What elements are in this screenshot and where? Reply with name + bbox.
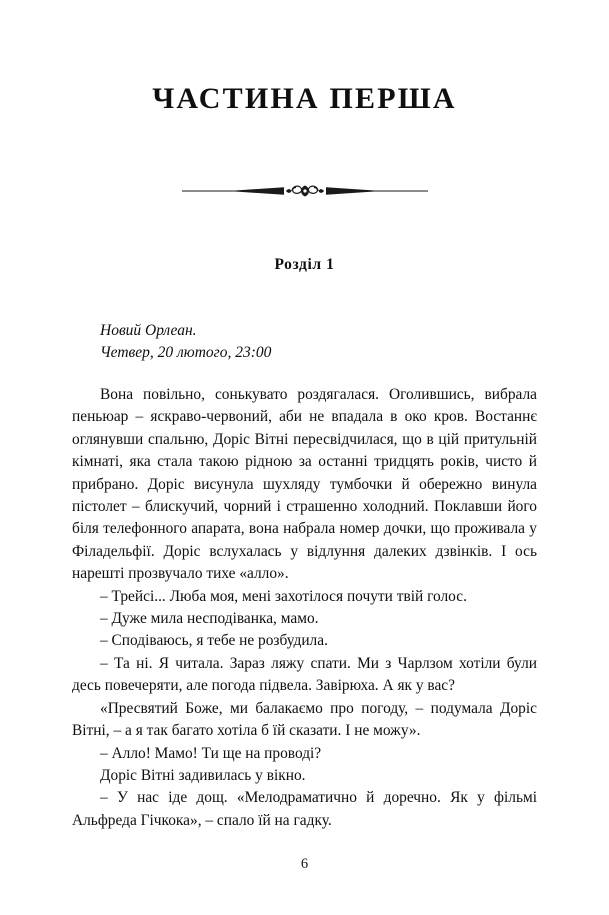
chapter-title: Розділ 1 <box>274 256 335 273</box>
paragraph: – Алло! Мамо! Ти ще на проводі? <box>100 744 322 762</box>
paragraph: «Пресвятий Боже, ми балакаємо про погоду, – подумала Доріс Вітні, – а я так багато хотіла б їй сказати. І не можу». <box>72 699 537 740</box>
paragraph: – Дуже мила несподіванка, мамо. <box>100 610 319 628</box>
paragraph: Вона повільно, сонькувато роздягалася. Оголившись, вибрала пеньюар – яскраво-червоний, аби не впадала в око кров. Востаннє оглянувши спальню, Доріс Вітні пересвідчилася, що в цій притульній кімнаті, яка стала такою рідною за останні тридцять років, чисто й прибрано. Доріс висунула шухляду тумбочки й обережно винула пістолет – блискучий, чорний і страшенно холодний. Поклавши його біля телефонного апарата, вона набрала номер дочки, що проживала у Філадельфії. Доріс вслухалась у відлуння далеких дзвінків. І ось нарешті прозвучало тихе «алло». <box>72 386 537 583</box>
paragraph: Доріс Вітні задивилась у вікно. <box>100 766 306 784</box>
page-number: 6 <box>300 856 309 872</box>
body-text <box>72 364 537 832</box>
scene-location: Новий Орлеан. <box>100 322 197 339</box>
part-title: ЧАСТИНА ПЕРША <box>152 82 457 115</box>
paragraph: – Трейсі... Люба моя, мені захотілося почути твій голос. <box>100 587 467 605</box>
paragraph: – Та ні. Я читала. Зараз ляжу спати. Ми з Чарлзом хотіли були десь повечеряти, але погода підвела. Завірюха. А як у вас? <box>72 654 537 695</box>
scene-datetime: Четвер, 20 лютого, 23:00 <box>100 344 272 361</box>
paragraph: – Сподіваюсь, я тебе не розбудила. <box>100 632 328 650</box>
scene-heading <box>72 274 537 364</box>
paragraph: – У нас іде дощ. «Мелодраматично й доречно. Як у фільмі Альфреда Гічкока», – спало їй на гадку. <box>72 789 537 829</box>
floral-divider-ornament <box>180 116 430 204</box>
